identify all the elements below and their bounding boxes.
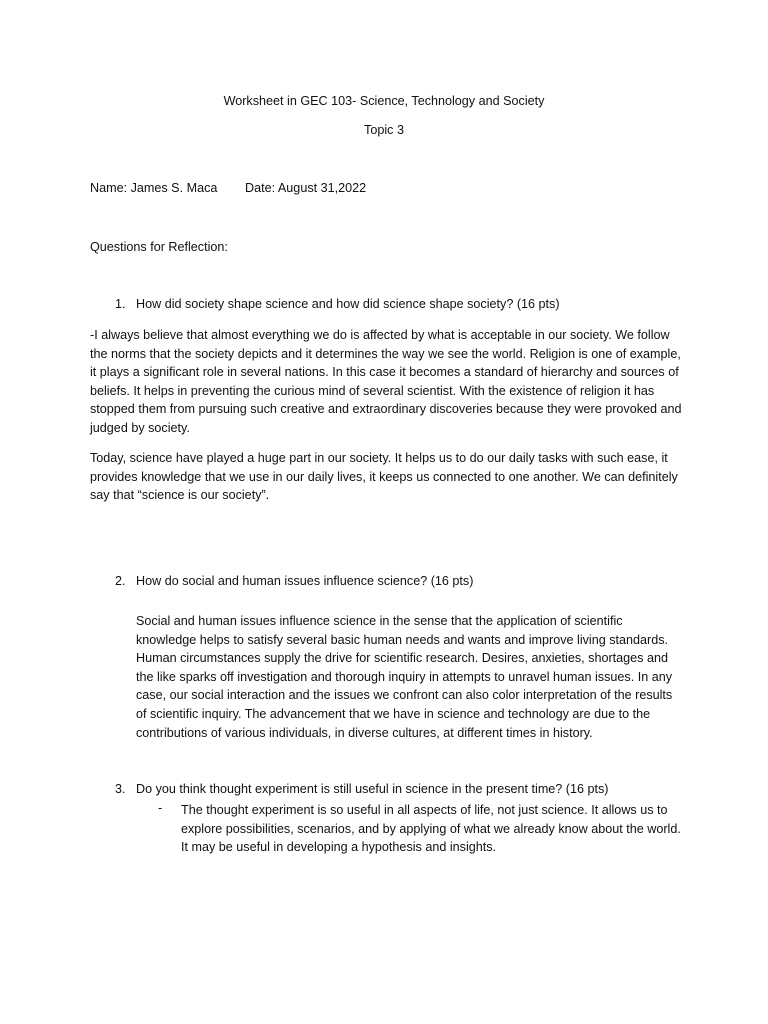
question-2-answer: Social and human issues influence science in the sense that the application of scientific knowledge helps to satisfy several basic human needs and wants and improve living standards. Human circumstances supply the drive for scientific research. Desires, anxieties, shortages and the like sparks off investigation and thorough inquiry in attempts to unravel human issues. In any case, our social interaction and the issues we confront can also color interpretation of the results of scientific inquiry. The advancement that we have in science and technology are due to the contributions of various individuals, in diverse cultures, at different times in history. [136,614,673,740]
question-1-answer-paragraph-2: Today, science have played a huge part in our society. It helps us to do our daily tasks with such ease, it provides knowledge that we use in our daily lives, it keeps us connected to one another. We can definitely say that “science is our society”. [90,451,678,503]
question-3-number: 3. [115,782,126,796]
question-3-text: Do you think thought experiment is still useful in science in the present time? (16 pts) [136,782,609,796]
question-2-text: How do social and human issues influence science? (16 pts) [136,574,474,588]
question-3-answer: The thought experiment is so useful in all aspects of life, not just science. It allows us to explore possibilities, scenarios, and by applying of what we already know about the world. It may be useful in developing a hypothesis and insights. [181,803,681,855]
question-1-text: How did society shape science and how did science shape society? (16 pts) [136,297,560,311]
section-heading: Questions for Reflection: [90,240,228,254]
question-1-answer-paragraph-1: -I always believe that almost everything we do is affected by what is acceptable in our society. We follow the norms that the society depicts and it determines the way we see the world. Religion is one of example, it plays a significant role in several nations. In this case it becomes a standard of hierarchy and sources of beliefs. It helps in preventing the curious mind of several scientist. With the existence of religion it has stopped them from pursuing such creative and extraordinary discoveries because they were provoked and judged by society. [90,328,682,435]
worksheet-title: Worksheet in GEC 103- Science, Technology and Society [223,94,545,108]
student-name: Name: James S. Maca [90,181,218,195]
question-2-number: 2. [115,574,126,588]
question-1-number: 1. [115,297,126,311]
submission-date: Date: August 31,2022 [245,181,367,195]
question-3-answer-dash: - [158,801,163,815]
topic-label: Topic 3 [364,123,404,137]
